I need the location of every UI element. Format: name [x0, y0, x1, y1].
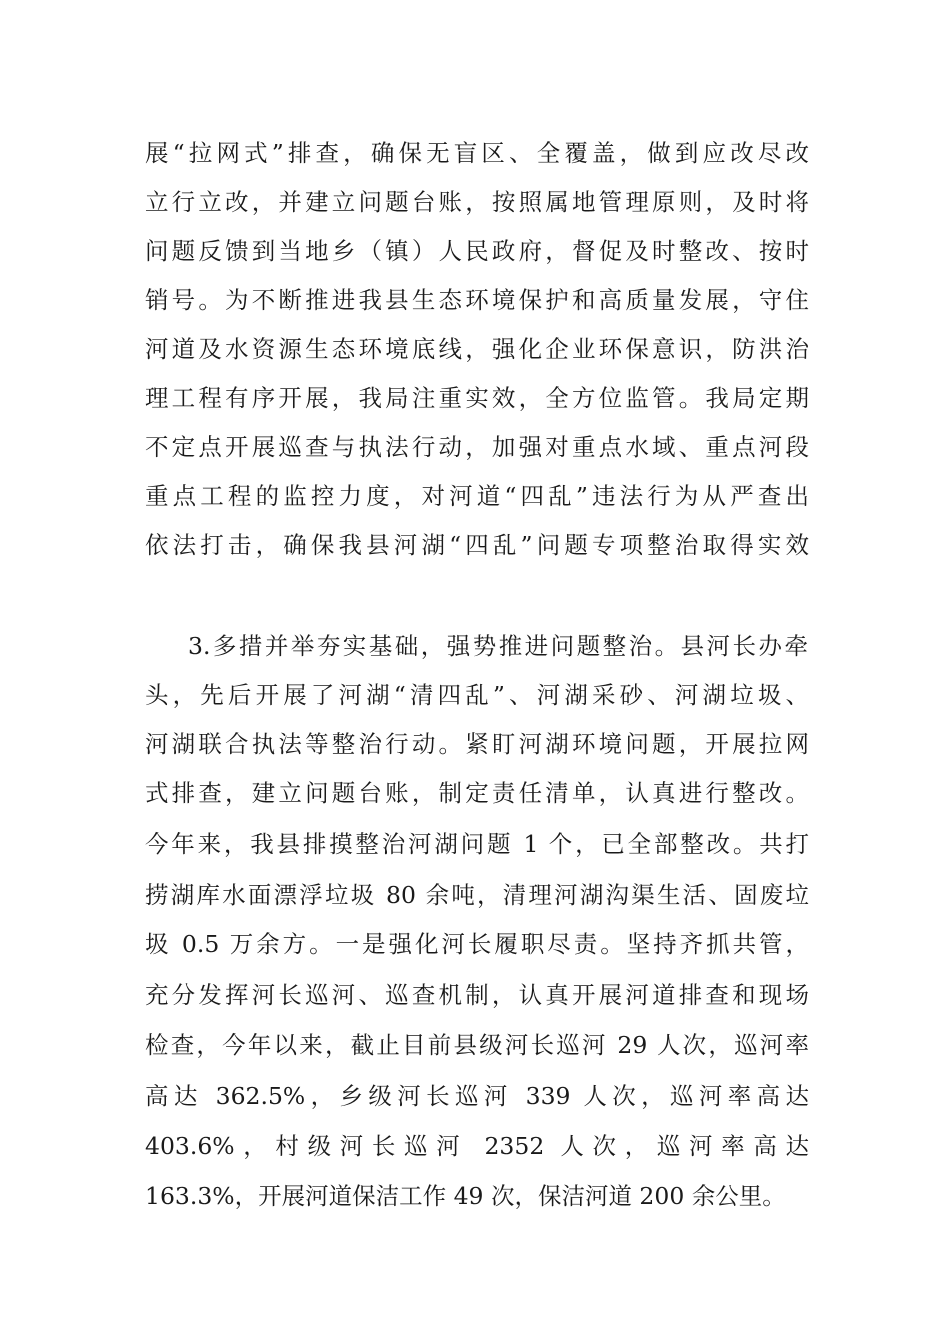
text-line: 理工程有序开展，我局注重实效，全方位监管。我局定期 — [145, 384, 809, 412]
text-line: 问题反馈到当地乡（镇）人民政府，督促及时整改、按时 — [145, 237, 809, 265]
text-line: 依法打击，确保我县河湖“四乱”问题专项整治取得实效 — [145, 531, 809, 559]
text-line: 403.6%，村级河长巡河 2352 人次，巡河率高达 — [145, 1132, 809, 1160]
text-line: 河湖联合执法等整治行动。紧盯河湖环境问题，开展拉网 — [145, 730, 809, 758]
text-line: 重点工程的监控力度，对河道“四乱”违法行为从严查出 — [145, 482, 809, 510]
text-line: 头，先后开展了河湖“清四乱”、河湖采砂、河湖垃圾、 — [145, 681, 809, 709]
text-line: 3.多措并举夯实基础，强势推进问题整治。县河长办牵 — [188, 632, 808, 660]
text-line: 检查，今年以来，截止目前县级河长巡河 29 人次，巡河率 — [145, 1031, 809, 1059]
text-line: 充分发挥河长巡河、巡查机制，认真开展河道排查和现场 — [145, 981, 809, 1009]
text-line: 式排查，建立问题台账，制定责任清单，认真进行整改。 — [145, 779, 809, 807]
text-line: 捞湖库水面漂浮垃圾 80 余吨，清理河湖沟渠生活、固废垃 — [145, 881, 809, 909]
text-line: 圾 0.5 万余方。一是强化河长履职尽责。坚持齐抓共管， — [145, 930, 809, 958]
text-line: 163.3%，开展河道保洁工作 49 次，保洁河道 200 余公里。 — [145, 1182, 786, 1210]
text-line: 今年来，我县排摸整治河湖问题 1 个，已全部整改。共打 — [145, 830, 809, 858]
text-line: 河道及水资源生态环境底线，强化企业环保意识，防洪治 — [145, 335, 809, 363]
text-line: 不定点开展巡查与执法行动，加强对重点水域、重点河段 — [145, 433, 809, 461]
text-line: 立行立改，并建立问题台账，按照属地管理原则，及时将 — [145, 188, 809, 216]
text-line: 高达 362.5%，乡级河长巡河 339 人次，巡河率高达 — [145, 1082, 809, 1110]
text-line: 销号。为不断推进我县生态环境保护和高质量发展，守住 — [145, 286, 809, 314]
text-line: 展“拉网式”排查，确保无盲区、全覆盖，做到应改尽改 — [145, 139, 809, 167]
